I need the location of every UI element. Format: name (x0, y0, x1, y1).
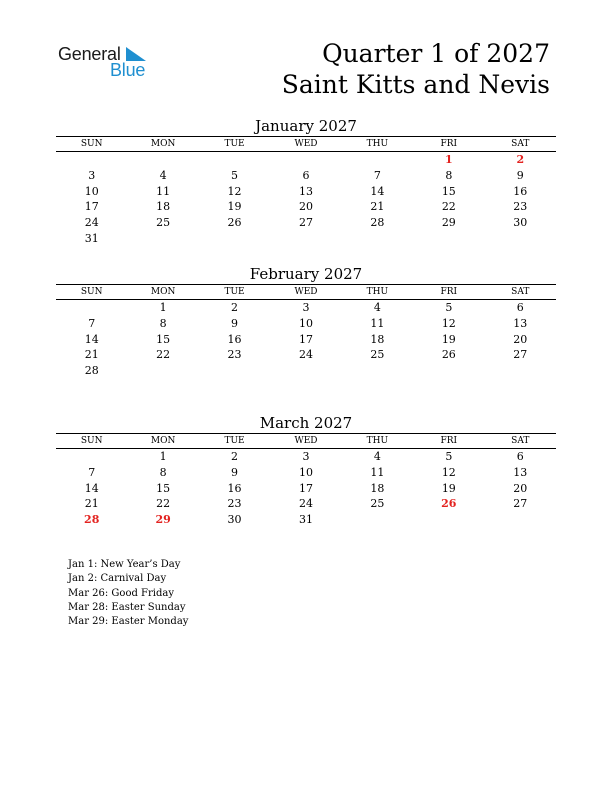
day-header-thu: THU (342, 285, 413, 300)
day-cell: 14 (84, 332, 99, 346)
day-cell: 18 (156, 200, 171, 214)
day-header-wed: WED (270, 434, 341, 449)
day-cell: 9 (516, 169, 524, 183)
day-cell: 7 (88, 466, 96, 480)
day-cell: 17 (298, 332, 313, 346)
day-cell: 28 (370, 216, 385, 230)
day-cell: 1 (159, 450, 167, 464)
day-header-sun: SUN (56, 434, 127, 449)
day-header-wed: WED (270, 137, 341, 152)
day-cell: 3 (302, 450, 310, 464)
day-cell: 14 (370, 184, 385, 198)
day-cell: 25 (156, 216, 171, 230)
day-cell: 16 (227, 332, 242, 346)
empty-day-cell (127, 230, 198, 246)
week-row (56, 347, 556, 363)
empty-day-cell (199, 230, 270, 246)
day-header-fri: FRI (413, 137, 484, 152)
day-cell: 12 (441, 466, 456, 480)
day-cell: 30 (227, 513, 242, 527)
day-cell: 20 (513, 481, 528, 495)
day-cell: 19 (441, 332, 456, 346)
week-row (56, 496, 556, 512)
day-header-thu: THU (342, 137, 413, 152)
holiday-item: Mar 26: Good Friday (68, 587, 174, 599)
day-cell: 26 (227, 216, 242, 230)
day-cell: 13 (513, 466, 528, 480)
day-cell: 11 (156, 184, 171, 198)
day-cell: 7 (373, 169, 381, 183)
week-row (56, 316, 556, 332)
day-cell: 8 (159, 466, 167, 480)
empty-day-cell (270, 363, 341, 379)
week-row (56, 215, 556, 231)
month-title: March 2027 (259, 414, 353, 432)
day-header-thu: THU (342, 434, 413, 449)
day-header-sun: SUN (56, 285, 127, 300)
week-row (56, 512, 556, 528)
holiday-item: Mar 29: Easter Monday (68, 616, 189, 628)
holiday-item: Jan 2: Carnival Day (68, 573, 167, 585)
empty-day-cell (56, 300, 127, 316)
day-cell: 19 (441, 481, 456, 495)
day-cell: 25 (370, 497, 385, 511)
week-row (56, 300, 556, 316)
day-cell: 27 (513, 348, 528, 362)
day-cell: 6 (516, 450, 524, 464)
day-header-tue: TUE (199, 285, 270, 300)
title-quarter: Quarter 1 of 2027 (322, 39, 550, 68)
day-header-sat: SAT (485, 137, 556, 152)
logo (58, 44, 158, 84)
week-row (56, 465, 556, 481)
empty-day-cell (413, 363, 484, 379)
empty-day-cell (413, 512, 484, 528)
title-country: Saint Kitts and Nevis (281, 70, 550, 99)
month-title: February 2027 (249, 265, 363, 283)
day-cell: 17 (84, 200, 99, 214)
day-cell: 22 (441, 200, 456, 214)
day-cell: 17 (298, 481, 313, 495)
day-cell: 9 (231, 466, 239, 480)
empty-day-cell (485, 512, 556, 528)
day-cell: 15 (156, 332, 171, 346)
day-cell: 28 (84, 513, 100, 527)
day-header-mon: MON (127, 285, 198, 300)
month-calendar (56, 284, 556, 378)
day-cell: 5 (231, 169, 239, 183)
day-cell: 23 (227, 348, 242, 362)
day-cell: 9 (231, 317, 239, 331)
day-cell: 2 (231, 301, 239, 315)
day-header-fri: FRI (413, 285, 484, 300)
empty-day-cell (413, 230, 484, 246)
day-cell: 21 (370, 200, 385, 214)
week-row (56, 199, 556, 215)
day-cell: 1 (444, 153, 453, 167)
day-header-tue: TUE (199, 137, 270, 152)
day-cell: 3 (88, 169, 96, 183)
week-row (56, 363, 556, 379)
day-cell: 18 (370, 332, 385, 346)
day-cell: 13 (513, 317, 528, 331)
day-cell: 4 (373, 301, 381, 315)
day-cell: 5 (445, 301, 453, 315)
day-cell: 4 (159, 169, 167, 183)
day-cell: 31 (298, 513, 313, 527)
week-row (56, 480, 556, 496)
day-cell: 6 (302, 169, 310, 183)
day-cell: 25 (370, 348, 385, 362)
day-cell: 19 (227, 200, 242, 214)
day-cell: 11 (370, 466, 385, 480)
day-cell: 13 (298, 184, 313, 198)
empty-day-cell (270, 230, 341, 246)
day-cell: 22 (156, 348, 171, 362)
day-cell: 26 (441, 348, 456, 362)
day-cell: 23 (227, 497, 242, 511)
day-header-sat: SAT (485, 434, 556, 449)
week-row (56, 152, 556, 168)
day-cell: 15 (156, 481, 171, 495)
day-cell: 8 (445, 169, 453, 183)
day-cell: 16 (513, 184, 528, 198)
day-cell: 15 (441, 184, 456, 198)
day-header-fri: FRI (413, 434, 484, 449)
day-cell: 29 (441, 216, 456, 230)
day-cell: 21 (84, 497, 99, 511)
day-header-tue: TUE (199, 434, 270, 449)
day-cell: 12 (441, 317, 456, 331)
month-march (56, 413, 556, 527)
day-cell: 27 (513, 497, 528, 511)
empty-day-cell (199, 152, 270, 168)
day-cell: 26 (441, 497, 457, 511)
empty-day-cell (342, 152, 413, 168)
empty-day-cell (342, 363, 413, 379)
day-cell: 1 (159, 301, 167, 315)
day-cell: 31 (84, 231, 99, 245)
day-cell: 24 (298, 348, 313, 362)
day-cell: 16 (227, 481, 242, 495)
logo-text-general: General (58, 44, 121, 64)
day-cell: 14 (84, 481, 99, 495)
day-cell: 12 (227, 184, 242, 198)
day-cell: 3 (302, 301, 310, 315)
month-january (56, 116, 556, 246)
day-header-mon: MON (127, 137, 198, 152)
empty-day-cell (342, 512, 413, 528)
empty-day-cell (56, 152, 127, 168)
day-cell: 18 (370, 481, 385, 495)
empty-day-cell (485, 230, 556, 246)
day-header-sun: SUN (56, 137, 127, 152)
month-february (56, 264, 556, 378)
holiday-item: Jan 1: New Year’s Day (68, 559, 181, 570)
holiday-list (68, 558, 188, 629)
day-cell: 6 (516, 301, 524, 315)
day-cell: 20 (513, 332, 528, 346)
day-cell: 11 (370, 317, 385, 331)
day-cell: 30 (513, 216, 528, 230)
day-cell: 2 (516, 153, 525, 167)
page-title (282, 38, 550, 100)
day-header-mon: MON (127, 434, 198, 449)
month-calendar (56, 136, 556, 246)
day-cell: 10 (84, 184, 99, 198)
empty-day-cell (127, 152, 198, 168)
week-row (56, 449, 556, 465)
day-cell: 29 (155, 513, 171, 527)
empty-day-cell (342, 230, 413, 246)
empty-day-cell (199, 363, 270, 379)
week-row (56, 168, 556, 184)
day-cell: 21 (84, 348, 99, 362)
week-row (56, 183, 556, 199)
day-cell: 24 (84, 216, 99, 230)
day-cell: 10 (298, 466, 313, 480)
month-title: January 2027 (255, 117, 357, 135)
holiday-item: Mar 28: Easter Sunday (68, 601, 186, 613)
day-cell: 4 (373, 450, 381, 464)
day-cell: 22 (156, 497, 171, 511)
week-row (56, 230, 556, 246)
day-cell: 5 (445, 450, 453, 464)
day-cell: 27 (298, 216, 313, 230)
day-cell: 8 (159, 317, 167, 331)
day-cell: 2 (231, 450, 239, 464)
day-cell: 23 (513, 200, 528, 214)
day-cell: 20 (298, 200, 313, 214)
empty-day-cell (56, 449, 127, 465)
month-calendar (56, 433, 556, 527)
logo-text-blue: Blue (110, 60, 146, 80)
empty-day-cell (270, 152, 341, 168)
week-row (56, 331, 556, 347)
day-cell: 10 (298, 317, 313, 331)
day-header-sat: SAT (485, 285, 556, 300)
empty-day-cell (485, 363, 556, 379)
empty-day-cell (127, 363, 198, 379)
day-header-wed: WED (270, 285, 341, 300)
day-cell: 24 (298, 497, 313, 511)
day-cell: 7 (88, 317, 96, 331)
day-cell: 28 (84, 364, 99, 378)
